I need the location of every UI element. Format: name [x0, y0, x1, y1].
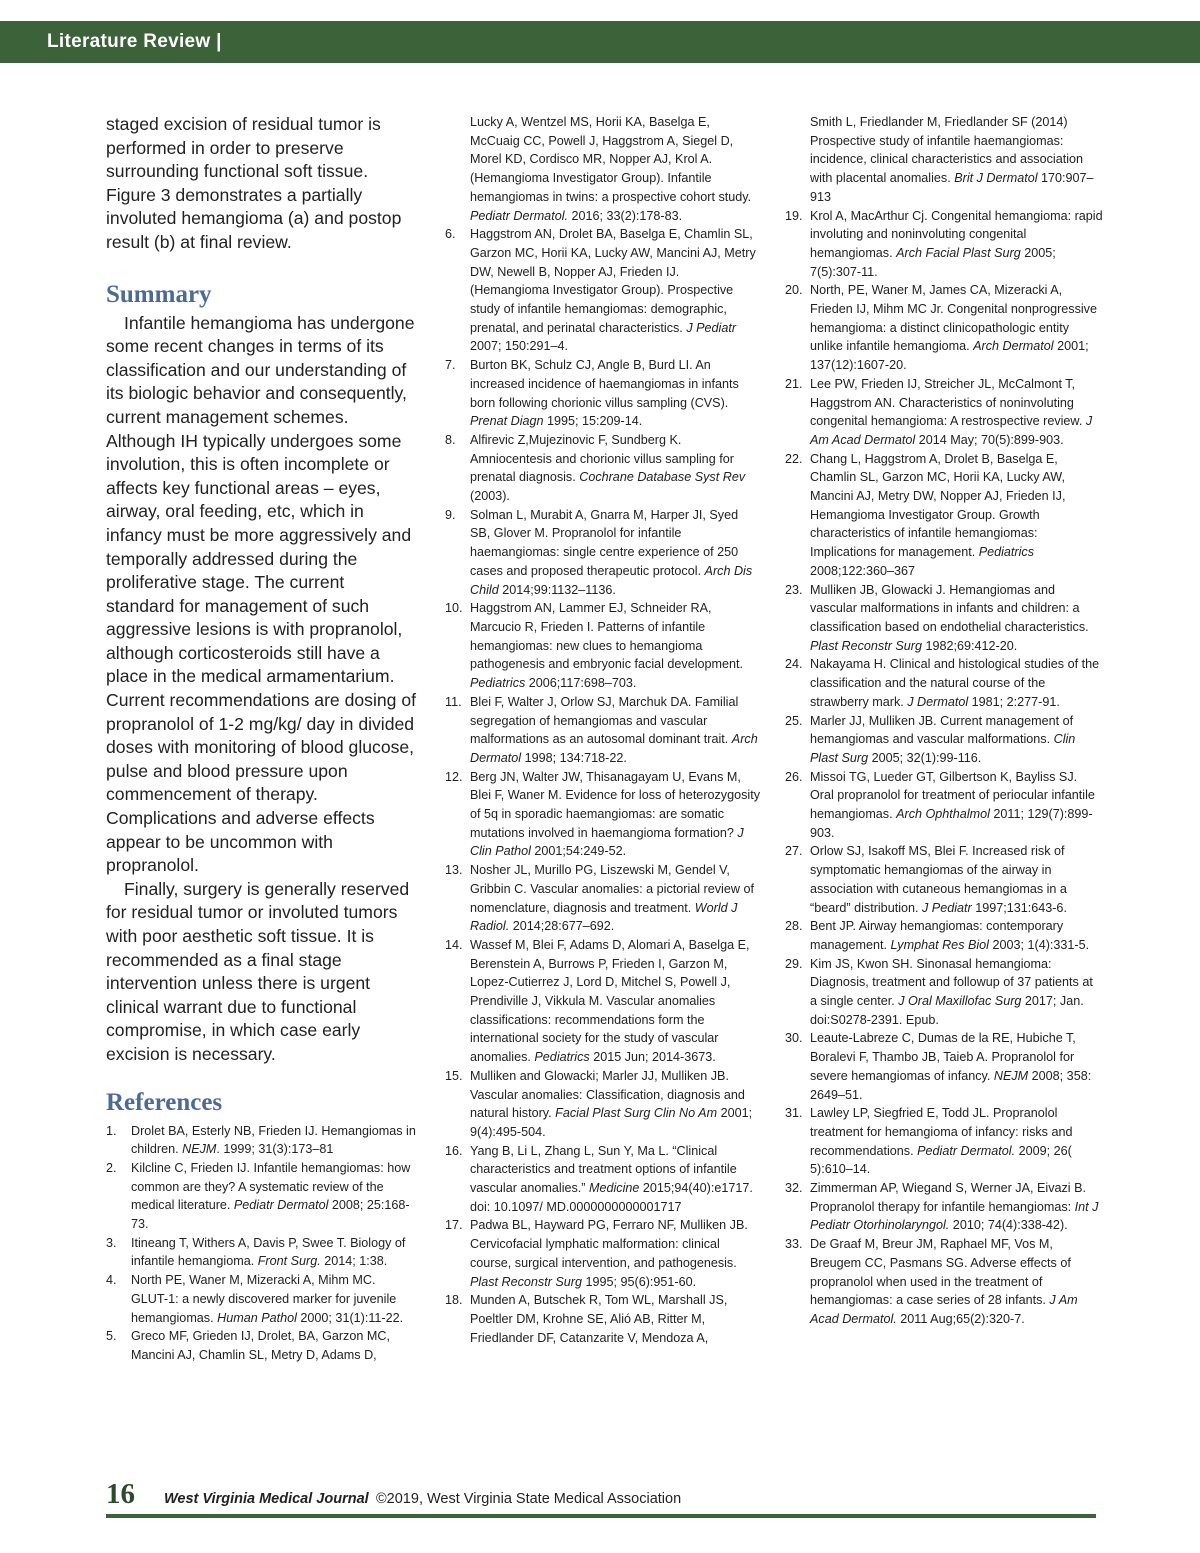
reference-number: 9. — [445, 507, 456, 522]
reference-journal: Arch Dermatol — [470, 732, 758, 765]
reference-item — [445, 506, 761, 600]
reference-details: 1997;131:643-6. — [971, 900, 1067, 915]
reference-number: 6. — [445, 227, 456, 242]
reference-number: 29. — [785, 956, 803, 971]
reference-number: 19. — [785, 208, 803, 223]
column-1 — [106, 113, 416, 1365]
reference-details: 2014;99:1132–1136. — [498, 582, 616, 597]
reference-details: 2010; 74(4):338-42). — [949, 1218, 1068, 1233]
reference-journal: Plast Reconstr Surg — [810, 638, 922, 653]
reference-journal: Human Pathol — [217, 1310, 297, 1325]
reference-item — [106, 1234, 416, 1271]
reference-text: Leaute-Labreze C, Dumas de la RE, Hubiche T, Boralevi F, Thambo JB, Taieb A. Propranolol for severe hemangiomas of infancy. — [810, 1031, 1076, 1083]
reference-item — [445, 1142, 761, 1217]
reference-details: 2015 Jun; 2014-3673. — [589, 1050, 716, 1065]
reference-journal: J Oral Maxillofac Surg — [898, 994, 1022, 1009]
reference-item — [785, 450, 1103, 581]
reference-journal: J Pediatr — [686, 320, 737, 335]
reference-details: 2015;94(40):e1717. doi: 10.1097/ MD.0000000000001717 — [470, 1181, 753, 1214]
references-heading: References — [106, 1088, 223, 1116]
reference-details: 2001;54:249-52. — [530, 844, 627, 859]
reference-details: 1995; 15:209-14. — [543, 414, 643, 429]
reference-text: Nosher JL, Murillo PG, Liszewski M, Gendel V, Gribbin C. Vascular anomalies: a pictorial review of nomenclature, diagnosis and treatment. — [470, 863, 754, 915]
reference-item — [785, 655, 1103, 711]
reference-number: 31. — [785, 1106, 803, 1121]
reference-details: 2014 May; 70(5):899-903. — [915, 432, 1064, 447]
reference-item — [445, 1067, 761, 1142]
reference-text: Orlow SJ, Isakoff MS, Blei F. Increased risk of symptomatic hemangiomas of the airway in association with cutaneous hemangiomas in a “beard” distribution. — [810, 844, 1067, 915]
reference-item — [785, 955, 1103, 1030]
reference-journal: Medicine — [589, 1181, 640, 1196]
reference-item — [445, 225, 761, 356]
reference-journal: Facial Plast Surg Clin No Am — [555, 1106, 718, 1121]
reference-journal: Arch Dis Child — [470, 563, 753, 597]
reference-details: 2014; 1:38. — [320, 1254, 388, 1269]
reference-item — [445, 599, 761, 693]
reference-number: 26. — [785, 769, 803, 784]
reference-details: 2017; Jan. doi:S0278-2391. Epub. — [810, 994, 1084, 1027]
reference-text: Padwa BL, Hayward PG, Ferraro NF, Mulliken JB. Cervicofacial lymphatic malformation: clinical course, surgical intervention, and pathogenesis. — [470, 1218, 748, 1270]
reference-item — [785, 1179, 1103, 1235]
reference-journal: J Dermatol — [907, 694, 969, 709]
reference-details: 2014;28:677–692. — [509, 919, 615, 934]
reference-item — [785, 842, 1103, 917]
reference-text: Haggstrom AN, Drolet BA, Baselga E, Chamlin SL, Garzon MC, Horii KA, Lucky AW, Mancini AJ, Metry DW, Newell B, Nopper AJ, Frieden IJ. (Hemangioma Investigator Group). Prospective study of infantile hemangiomas: demographic, prenatal, and perinatal characteristics. — [470, 227, 756, 335]
reference-details: 2005; 32(1):99-116. — [868, 750, 982, 765]
page-number: 16 — [106, 1478, 135, 1510]
reference-journal: Clin Plast Surg — [810, 732, 1076, 765]
reference-item — [445, 356, 761, 431]
reference-number: 13. — [445, 863, 463, 878]
reference-details: 2001; 137(12):1607-20. — [810, 339, 1089, 373]
header-bar — [0, 21, 1200, 63]
reference-details: 2006;117:698–703. — [525, 676, 637, 691]
summary-heading: Summary — [106, 280, 212, 308]
reference-text: Blei F, Walter J, Orlow SJ, Marchuk DA. Familial segregation of hemangiomas and vascular malformations as an autosomal dominant trait. — [470, 694, 739, 747]
reference-details: 2007; 150:291–4. — [470, 339, 569, 354]
reference-list — [785, 113, 1103, 207]
reference-item — [445, 431, 761, 506]
reference-text: Bent JP. Airway hemangiomas: contemporary management. — [810, 919, 1064, 952]
reference-item — [785, 768, 1103, 843]
reference-item — [106, 1327, 416, 1364]
reference-journal: Lymphat Res Biol — [890, 937, 989, 952]
intro-paragraph: staged excision of residual tumor is performed in order to preserve surrounding functional soft tissue. Figure 3 demonstrates a partially involuted hemangioma (a) and postop result (b) at final review. — [106, 114, 402, 252]
reference-text: Kim JS, Kwon SH. Sinonasal hemangioma: Diagnosis, treatment and followup of 37 patients at a single center. — [810, 956, 1093, 1009]
reference-item — [785, 1104, 1103, 1179]
reference-number: 12. — [445, 769, 463, 784]
reference-details: 1995; 95(6):951-60. — [582, 1274, 697, 1289]
reference-number: 25. — [785, 713, 803, 728]
reference-list — [445, 113, 761, 225]
reference-text: Chang L, Haggstrom A, Drolet B, Baselga E, Chamlin SL, Garzon MC, Horii KA, Lucky AW, Mancini AJ, Metry DW, Nopper AJ, Frieden IJ, Hemangioma Investigator Group. Growth characteristics of infantile hemangiomas: Implications for management. — [810, 451, 1066, 560]
reference-item — [785, 917, 1103, 954]
reference-number: 2. — [106, 1160, 117, 1175]
reference-item — [785, 1235, 1103, 1329]
reference-journal: Int J Pediatr Otorhinolaryngol. — [810, 1199, 1099, 1233]
reference-number: 28. — [785, 919, 803, 934]
reference-details: 2008; 358: 2649–51. — [810, 1068, 1092, 1102]
reference-details: . 1999; 31(3):173–81 — [216, 1142, 334, 1157]
reference-text: Krol A, MacArthur Cj. Congenital hemangioma: rapid involuting and noninvoluting congenital hemangiomas. — [810, 208, 1103, 260]
reference-text: Solman L, Murabit A, Gnarra M, Harper JI, Syed SB, Glover M. Propranolol for infantile haemangiomas: single centre experience of 250 cases and proposed therapeutic protocol. — [470, 507, 739, 578]
reference-text: Lee PW, Frieden IJ, Streicher JL, McCalmont T, Haggstrom AN. Characteristics of noninvoluting congenital hemangioma: A restrospective review. — [810, 376, 1086, 429]
footer-rule — [106, 1514, 1096, 1518]
reference-details: 2011; 129(7):899-903. — [810, 807, 1093, 840]
reference-text: Yang B, Li L, Zhang L, Sun Y, Ma L. “Clinical characteristics and treatment options of infantile vascular anomalies.” — [470, 1143, 737, 1196]
reference-item — [106, 1159, 416, 1234]
reference-item — [106, 1271, 416, 1327]
reference-journal: Arch Dermatol — [973, 339, 1054, 354]
reference-number: 18. — [445, 1293, 463, 1308]
reference-number: 33. — [785, 1237, 803, 1252]
column-2 — [445, 113, 761, 1347]
reference-journal: J Pediatr — [922, 900, 972, 915]
reference-continuation: Smith L, Friedlander M, Friedlander SF (2014) Prospective study of infantile haemangiomas: incidence, clinical characteristics and association with placental anomalies. Brit J Dermatol 170:907–913 — [810, 115, 1094, 204]
reference-text: Mulliken JB, Glowacki J. Hemangiomas and vascular malformations in infants and children: a classification based on endothelial characteristics. — [810, 582, 1089, 634]
reference-journal: J Am Acad Dermatol — [810, 414, 1093, 447]
reference-item — [785, 712, 1103, 768]
reference-details: 1982;69:412-20. — [922, 638, 1018, 653]
reference-number: 8. — [445, 432, 456, 447]
reference-details: 2000; 31(1):11-22. — [296, 1310, 404, 1325]
reference-journal: Front Surg. — [257, 1254, 321, 1269]
column-3 — [785, 113, 1103, 1329]
reference-details: (2003). — [470, 489, 510, 504]
reference-text: Burton BK, Schulz CJ, Angle B, Burd LI. An increased incidence of haemangiomas in infants born following chorionic villus sampling (CVS). — [470, 358, 739, 410]
copyright: ©2019, West Virginia State Medical Association — [376, 1491, 682, 1507]
reference-journal: World J Radiol. — [470, 900, 738, 934]
reference-number: 21. — [785, 376, 803, 391]
reference-journal: J Am Acad Dermatol. — [810, 1293, 1078, 1326]
reference-number: 32. — [785, 1181, 803, 1196]
reference-item — [785, 581, 1103, 656]
reference-details: 2008;122:360–367 — [810, 563, 916, 578]
reference-number: 4. — [106, 1273, 117, 1288]
reference-number: 15. — [445, 1068, 463, 1083]
reference-number: 30. — [785, 1031, 803, 1046]
reference-details: 2003; 1(4):331-5. — [988, 937, 1090, 952]
reference-text: Mulliken and Glowacki; Marler JJ, Mulliken JB. Vascular anomalies: Classification, diagnosis and natural history. — [470, 1068, 745, 1121]
reference-text: Zimmerman AP, Wiegand S, Werner JA, Eivazi B. Propranolol therapy for infantile hemangiomas: — [810, 1181, 1086, 1214]
reference-text: North PE, Waner M, Mizeracki A, Mihm MC. GLUT-1: a newly discovered marker for juvenile hemangiomas. — [131, 1273, 397, 1325]
reference-item — [445, 861, 761, 936]
summary-paragraph: Infantile hemangioma has undergone some recent changes in terms of its classification and our understanding of its biologic behavior and consequently, current management schemes. Although IH typically undergoes some involution, this is often incomplete or affects key functional areas – eyes, airway, oral feeding, etc, which in infancy must be more aggressively and temporally addressed during the proliferative stage. The current standard for management of such aggressive lesions is with propranolol, although corticosteroids still have a place in the medical armamentarium. Current recommendations are dosing of propranolol of 1-2 mg/kg/ day in divided doses with monitoring of blood glucose, pulse and blood pressure upon commencement of therapy. Complications and adverse effects appear to be uncommon with propranolol. — [106, 312, 417, 876]
reference-details: 2011 Aug;65(2):320-7. — [896, 1312, 1025, 1326]
reference-item — [445, 1216, 761, 1291]
reference-number: 5. — [106, 1329, 117, 1344]
reference-journal: Arch Ophthalmol — [896, 807, 990, 822]
reference-number: 14. — [445, 937, 463, 952]
reference-text: Kilcline C, Frieden IJ. Infantile hemangiomas: how common are they? A systematic review of the medical literature. — [131, 1160, 411, 1213]
reference-number: 24. — [785, 657, 803, 672]
reference-details: 2008; 25:168-73. — [131, 1198, 410, 1232]
reference-details: 2001; 9(4):495-504. — [470, 1106, 753, 1139]
reference-item — [785, 281, 1103, 375]
reference-item — [445, 1291, 761, 1347]
reference-item — [445, 693, 761, 768]
reference-text: Haggstrom AN, Lammer EJ, Schneider RA, Marcucio R, Frieden I. Patterns of infantile hemangiomas: new clues to hemangioma pathogenesis and embryonic facial development. — [470, 601, 744, 672]
reference-journal: Pediatr Dermatol — [233, 1198, 329, 1213]
reference-list — [785, 207, 1103, 1329]
reference-list — [445, 225, 761, 1347]
reference-text: Lawley LP, Siegfried E, Todd JL. Propranolol treatment for hemangioma of infancy: risks and recommendations. — [810, 1106, 1073, 1158]
journal-name: West Virginia Medical Journal — [164, 1491, 369, 1507]
reference-text: Itineang T, Withers A, Davis P, Swee T. Biology of infantile hemangioma. — [131, 1235, 406, 1269]
reference-text: Nakayama H. Clinical and histological studies of the classification and the natural course of the strawberry mark. — [810, 657, 1100, 709]
reference-text: Munden A, Butschek R, Tom WL, Marshall JS, Poeltler DM, Krohne SE, Alió AB, Ritter M, Friedlander DF, Catanzarite V, Mendoza A, — [470, 1293, 728, 1345]
reference-number: 11. — [445, 694, 462, 709]
reference-text: Drolet BA, Esterly NB, Frieden IJ. Hemangiomas in children. — [131, 1123, 416, 1157]
reference-details: 2005; 7(5):307-11. — [810, 245, 1056, 279]
section-title: Literature Review | — [47, 31, 222, 52]
reference-journal: Plast Reconstr Surg — [470, 1274, 582, 1289]
reference-journal: Arch Facial Plast Surg — [896, 245, 1021, 260]
reference-text: De Graaf M, Breur JM, Raphael MF, Vos M, Breugem CC, Pasmans SG. Adverse effects of propranolol when used in the treatment of hemangiomas: a case series of 28 infants. — [810, 1237, 1071, 1308]
reference-text: North, PE, Waner M, James CA, Mizeracki A, Frieden IJ, Mihm MC Jr. Congenital nonprogressive hemangioma: a distinct clinicopathologic entity unlike infantile hemangioma. — [810, 283, 1097, 354]
reference-journal: Pediatr Dermatol. — [917, 1143, 1016, 1158]
reference-number: 7. — [445, 358, 456, 373]
reference-text: Alfirevic Z,Mujezinovic F, Sundberg K. Amniocentesis and chorionic villus sampling for prenatal diagnosis. — [470, 432, 734, 485]
reference-journal: J Clin Pathol — [470, 825, 744, 859]
reference-journal: Prenat Diagn — [470, 414, 544, 429]
reference-list — [106, 1122, 416, 1365]
reference-details: 2009; 26( 5):610–14. — [810, 1143, 1072, 1177]
reference-item — [785, 207, 1103, 282]
reference-details: 1998; 134:718-22. — [521, 750, 627, 765]
reference-item — [106, 1122, 416, 1159]
reference-number: 17. — [445, 1218, 463, 1233]
reference-number: 20. — [785, 283, 803, 298]
reference-number: 22. — [785, 451, 803, 466]
reference-number: 16. — [445, 1143, 463, 1158]
reference-number: 3. — [106, 1235, 117, 1250]
reference-continuation: Lucky A, Wentzel MS, Horii KA, Baselga E, McCuaig CC, Powell J, Haggstrom A, Siegel D, Morel KD, Cordisco MR, Nopper AJ, Krol A. (Hemangioma Investigator Group). Infantile hemangiomas in twins: a prospective cohort study. Pediatr Dermatol. 2016; 33(2):178-83. — [470, 115, 752, 223]
summary-paragraph: Finally, surgery is generally reserved for residual tumor or involuted tumors with poor aesthetic soft tissue. It is recommended as a final stage intervention unless there is urgent clinical warrant due to functional compromise, in which case early excision is necessary. — [106, 878, 410, 1064]
reference-number: 27. — [785, 844, 803, 859]
reference-item — [785, 1029, 1103, 1104]
reference-journal: Pediatrics — [978, 545, 1034, 560]
reference-item — [785, 375, 1103, 450]
reference-number: 23. — [785, 582, 803, 597]
reference-item — [445, 936, 761, 1067]
reference-text: Greco MF, Grieden IJ, Drolet, BA, Garzon MC, Mancini AJ, Chamlin SL, Metry D, Adams D, — [131, 1329, 390, 1362]
reference-number: 1. — [106, 1123, 117, 1138]
reference-number: 10. — [445, 601, 463, 616]
reference-text: Wassef M, Blei F, Adams D, Alomari A, Baselga E, Berenstein A, Burrows P, Frieden I, Garzon M, Lopez-Cutierrez J, Lord D, Mitchel S, Powell J, Prendiville J, Vikkula M. Vascular anomalies classifications: recommendations form the international society for the study of vascular anomalies. — [470, 937, 750, 1065]
reference-item — [445, 768, 761, 862]
reference-details: 1981; 2:277-91. — [968, 694, 1060, 709]
reference-text: Marler JJ, Mulliken JB. Current management of hemangiomas and vascular malformations. — [810, 713, 1074, 747]
reference-journal: Cochrane Database Syst Rev — [579, 470, 746, 485]
reference-journal: Pediatrics — [470, 676, 526, 691]
reference-journal: NEJM — [993, 1068, 1029, 1083]
reference-text: Missoi TG, Lueder GT, Gilbertson K, Bayliss SJ. Oral propranolol for treatment of periocular infantile hemangiomas. — [810, 769, 1095, 822]
reference-text: Berg JN, Walter JW, Thisanagayam U, Evans M, Blei F, Waner M. Evidence for loss of heterozygosity of 5q in sporadic haemangiomas: are somatic mutations involved in haemangioma formation? — [470, 769, 761, 840]
reference-journal: NEJM — [182, 1142, 217, 1157]
reference-journal: Pediatrics — [534, 1050, 590, 1065]
